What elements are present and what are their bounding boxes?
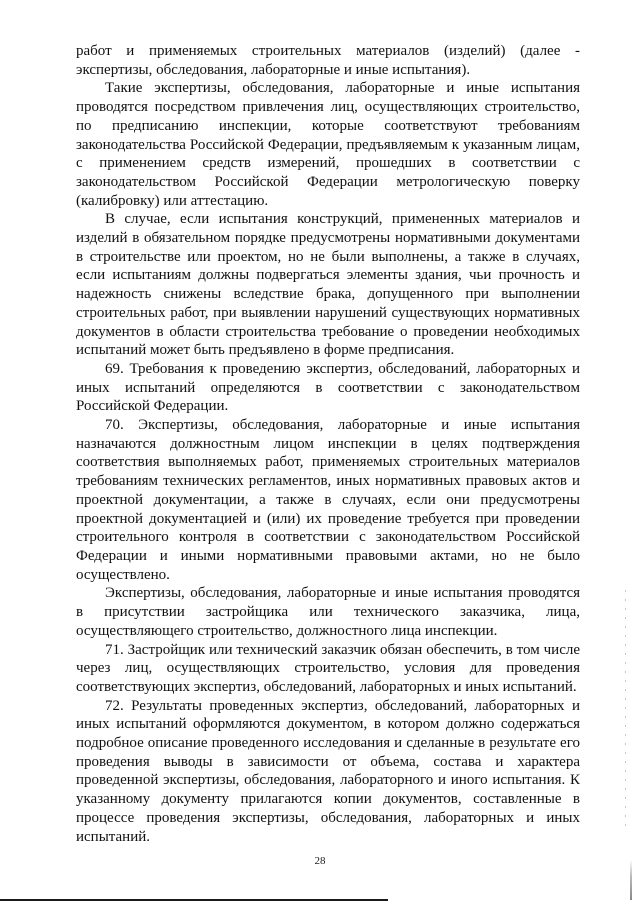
scan-edge-line <box>0 899 388 901</box>
paragraph-item-70: 70. Экспертизы, обследования, лабораторные и иные испытания назначаются должностным лицом инспекции в целях подтверждения соответствия выполняемых работ, применяемых строительных материалов требованиям технических регламентов, иных нормативных правовых актов и проектной документации, а также в случаях, если они предусмотрены проектной документацией и (или) их проведение требуется при проведении строительного контроля в соответствии с законодательством Российской Федерации и иными нормативными правовыми актами, но не было осуществлено. <box>76 417 580 583</box>
paragraph-item-70-presence: Экспертизы, обследования, лабораторные и иные испытания проводятся в присутствии застройщика или технического заказчика, лица, осуществляющего строительство, должностного лица инспекции. <box>76 585 580 639</box>
scan-corner-artifact <box>630 860 632 900</box>
paragraph-item-71: 71. Застройщик или технический заказчик обязан обеспечить, в том числе через лиц, осуществляющих строительство, условия для проведения соответствующих экспертиз, обследований, лабораторных и иных испытаний. <box>76 641 580 695</box>
document-body <box>76 42 580 846</box>
page-number: 28 <box>314 855 326 867</box>
paragraph-testing-cases: В случае, если испытания конструкций, примененных материалов и изделий в обязательном порядке предусмотрены нормативными документами в строительстве или проектом, но не были выполнены, а также в случаях, если испытаниям должны подвергаться элементы здания, чьи прочность и надежность снижены вследствие брака, допущенного при выполнении строительных работ, при выявлении нарушений существующих нормативных документов в области строительства требование о проведении необходимых испытаний может быть предъявлено в форме предписания. <box>76 211 580 359</box>
paragraph-continuation: работ и применяемых строительных материалов (изделий) (далее - экспертизы, обследования, лабораторные и иные испытания). <box>76 43 580 78</box>
scan-margin-artifact <box>625 590 626 830</box>
paragraph-item-72: 72. Результаты проведенных экспертиз, обследований, лабораторных и иных испытаний оформляются документом, в котором должно содержаться подробное описание проведенного исследования и сделанные в результате его проведения выводы в зависимости от объема, состава и характера проведенной экспертизы, обследования, лабораторного и иного испытания. К указанному документу прилагаются копии документов, составленные в процессе проведения экспертизы, обследования, лабораторных и иных испытаний. <box>76 697 580 845</box>
paragraph-expertise-conditions: Такие экспертизы, обследования, лабораторные и иные испытания проводятся посредством привлечения лиц, осуществляющих строительство, по предписанию инспекции, которые соответствуют требованиям законодательства Российской Федерации, предъявляемым к указанным лицам, с применением средств измерений, прошедших в соответствии с законодательством Российской Федерации метрологическую поверку (калибровку) или аттестацию. <box>76 80 580 209</box>
paragraph-item-69: 69. Требования к проведению экспертиз, обследований, лабораторных и иных испытаний определяются в соответствии с законодательством Российской Федерации. <box>76 360 580 415</box>
